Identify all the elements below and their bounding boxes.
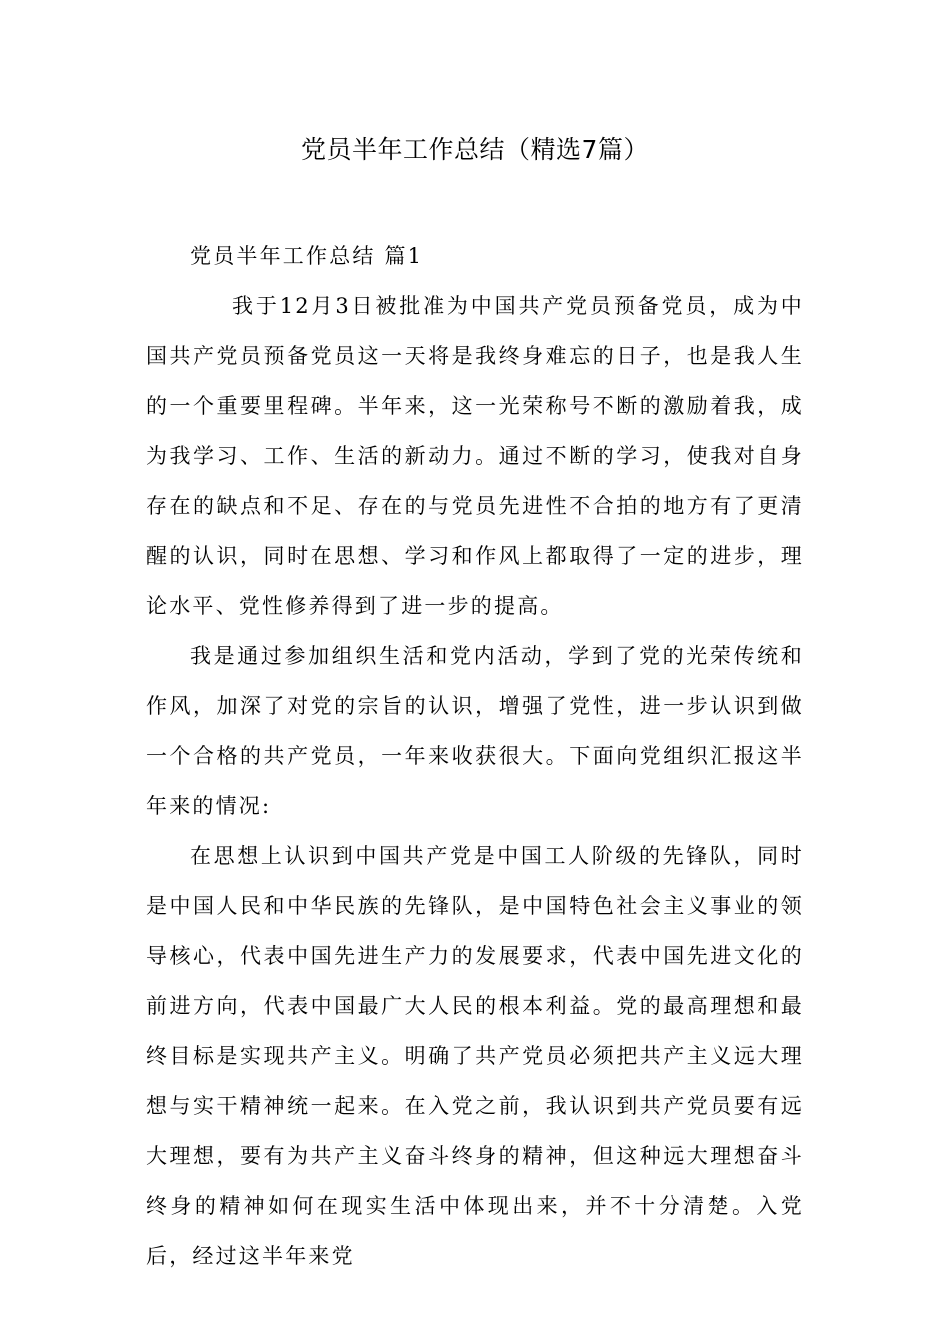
section-heading: 党员半年工作总结 篇1	[190, 244, 424, 268]
document-body	[146, 231, 804, 1281]
paragraph-1: 我于12月3日被批准为中国共产党员预备党员，成为中国共产党员预备党员这一天将是我终身难忘的日子，也是我人生的一个重要里程碑。半年来，这一光荣称号不断的激励着我，成为我学习、工作、生活的新动力。通过不断的学习，使我对自身存在的缺点和不足、存在的与党员先进性不合拍的地方有了更清醒的认识，同时在思想、学习和作风上都取得了一定的进步，理论水平、党性修养得到了进一步的提高。	[146, 294, 804, 618]
paragraph-2: 我是通过参加组织生活和党内活动，学到了党的光荣传统和作风，加深了对党的宗旨的认识，增强了党性，进一步认识到做一个合格的共产党员，一年来收获很大。下面向党组织汇报这半年来的情况:	[146, 644, 804, 818]
paragraph-3: 在思想上认识到中国共产党是中国工人阶级的先锋队，同时是中国人民和中华民族的先锋队，是中国特色社会主义事业的领导核心，代表中国先进生产力的发展要求，代表中国先进文化的前进方向，代表中国最广大人民的根本利益。党的最高理想和最终目标是实现共产主义。明确了共产党员必须把共产主义远大理想与实干精神统一起来。在入党之前，我认识到共产党员要有远大理想，要有为共产主义奋斗终身的精神，但这种远大理想奋斗终身的精神如何在现实生活中体现出来，并不十分清楚。入党后，经过这半年来党	[146, 844, 804, 1268]
document-title: 党员半年工作总结（精选7篇）	[301, 135, 649, 164]
